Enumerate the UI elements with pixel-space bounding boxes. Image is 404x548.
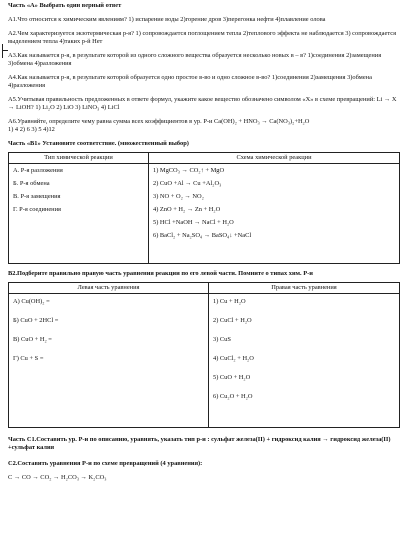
question-a5: А5.Учитывая правильность предложенных в ответе формул, укажите какое вещество обозначено символом «X» в схеме превращений: Li → X → LiOH? 1) Li₂O 2) LiO 3) LiNO₃ 4) LiCl [8,96,397,111]
b1-right-item: 1) MgCO₃ → CO₂↑ + MgO [153,167,225,174]
b2-left-item: В) CuO + H₂ = [13,336,52,343]
part-c2-title: С2.Составить уравнения Р-и по схеме превращений (4 уравнения): [8,460,203,467]
b2-right-item: 5) CuO + H₂O [213,374,251,381]
question-a3: А3.Как называется р-я, в результате которой из одного сложного вещества образуется несколько новых в – в? 1)соединения 2)замещения 3)обмена 4)разложения [8,52,382,67]
b1-matching-table [8,152,400,264]
b2-right-item: 3) CuS [213,336,231,343]
text-cursor [2,44,8,58]
b2-col-right-header: Правая часть уравнения [209,283,400,294]
b1-col-right-header: Схема химической реакции [149,153,400,164]
part-c2-chain: C → CO → CO₂ → H₂CO₃ → K₂CO₃ [8,474,107,481]
question-a4: А4.Как называется р-я, в результате которой образуется одно простое в-во и одно сложное в-во? 1)соединения 2)замещения 3)обмена 4)разложения [8,74,372,89]
b1-left-item: Г. Р-я соединения [13,206,61,213]
part-b2-title: В2.Подберите правильно правую часть уравнения реакции по его левой части. Помните о типах хим. Р-и [8,270,313,277]
b2-right-item: 4) CuCl₂ + H₂O [213,355,254,362]
part-a-title: Часть «А» Выбрать один верный ответ [8,2,122,9]
question-a6: А6.Уравняйте, определите чему равна сумма всех коэффициентов в ур. Р-и Ca(OH)₂ + HNO₃ → Ca(NO₃)₂+H₂O [8,118,310,125]
question-a1: А1.Что относится к химическим явлениям? 1) испарение воды 2)горение дров 3)перегонка нефти 4)плавление олова [8,16,326,23]
b1-right-item: 3) NO + O₂ → NO₂ [153,193,204,200]
question-a2: А2.Чем характеризуется экзотермическая р-я? 1) сопровождается поглощением тепла 2)теплового эффекта не наблюдается 3) сопровождается выделением тепла 4)таких р-й Нет [8,30,397,45]
b1-right-cell [149,164,400,264]
b1-left-item: В. Р-я замещения [13,193,61,200]
b1-right-item: 6) BaCl₂ + Na₂SO₄ → BaSO₄↓ +NaCl [153,232,252,239]
b1-col-left-header: Тип химической реакции [9,153,149,164]
b2-right-item: 6) Cu₂O + H₂O [213,393,253,400]
b2-left-item: Г) Cu + S = [13,355,44,362]
b1-left-item: Б. Р-я обмена [13,180,50,187]
b1-right-item: 2) CuO +Al → Cu +Al₂O₃ [153,180,222,187]
b2-right-cell [209,294,400,428]
b2-right-item: 2) CuCl + H₂O [213,317,252,324]
b2-col-left-header: Левая часть уравнения [9,283,209,294]
question-a6-options: 1) 4 2) 6 3) 5 4)12 [8,126,55,133]
part-b1-title: Часть «В1» Установите соответствие. (множественный выбор) [8,140,189,147]
b2-matching-table [8,282,400,428]
b2-left-item: Б) CuO + 2HCl = [13,317,59,324]
b2-right-item: 1) Cu + H₂O [213,298,246,305]
b1-left-cell [9,164,149,264]
b1-right-item: 4) ZnO + H₂ → Zn + H₂O [153,206,221,213]
b2-left-cell [9,294,209,428]
b1-left-item: А. Р-я разложения [13,167,63,174]
b1-right-item: 5) HCl +NaOH → NaCl + H₂O [153,219,234,226]
part-c1-question: Часть С1.Составить ур. Р-и по описанию, уравнять, указать тип р-и : сульфат железа(II) + гидроксид калия → гидроксид железа(II) +сульфат калия [8,436,391,451]
b2-left-item: А) Cu(OH)₂ = [13,298,50,305]
